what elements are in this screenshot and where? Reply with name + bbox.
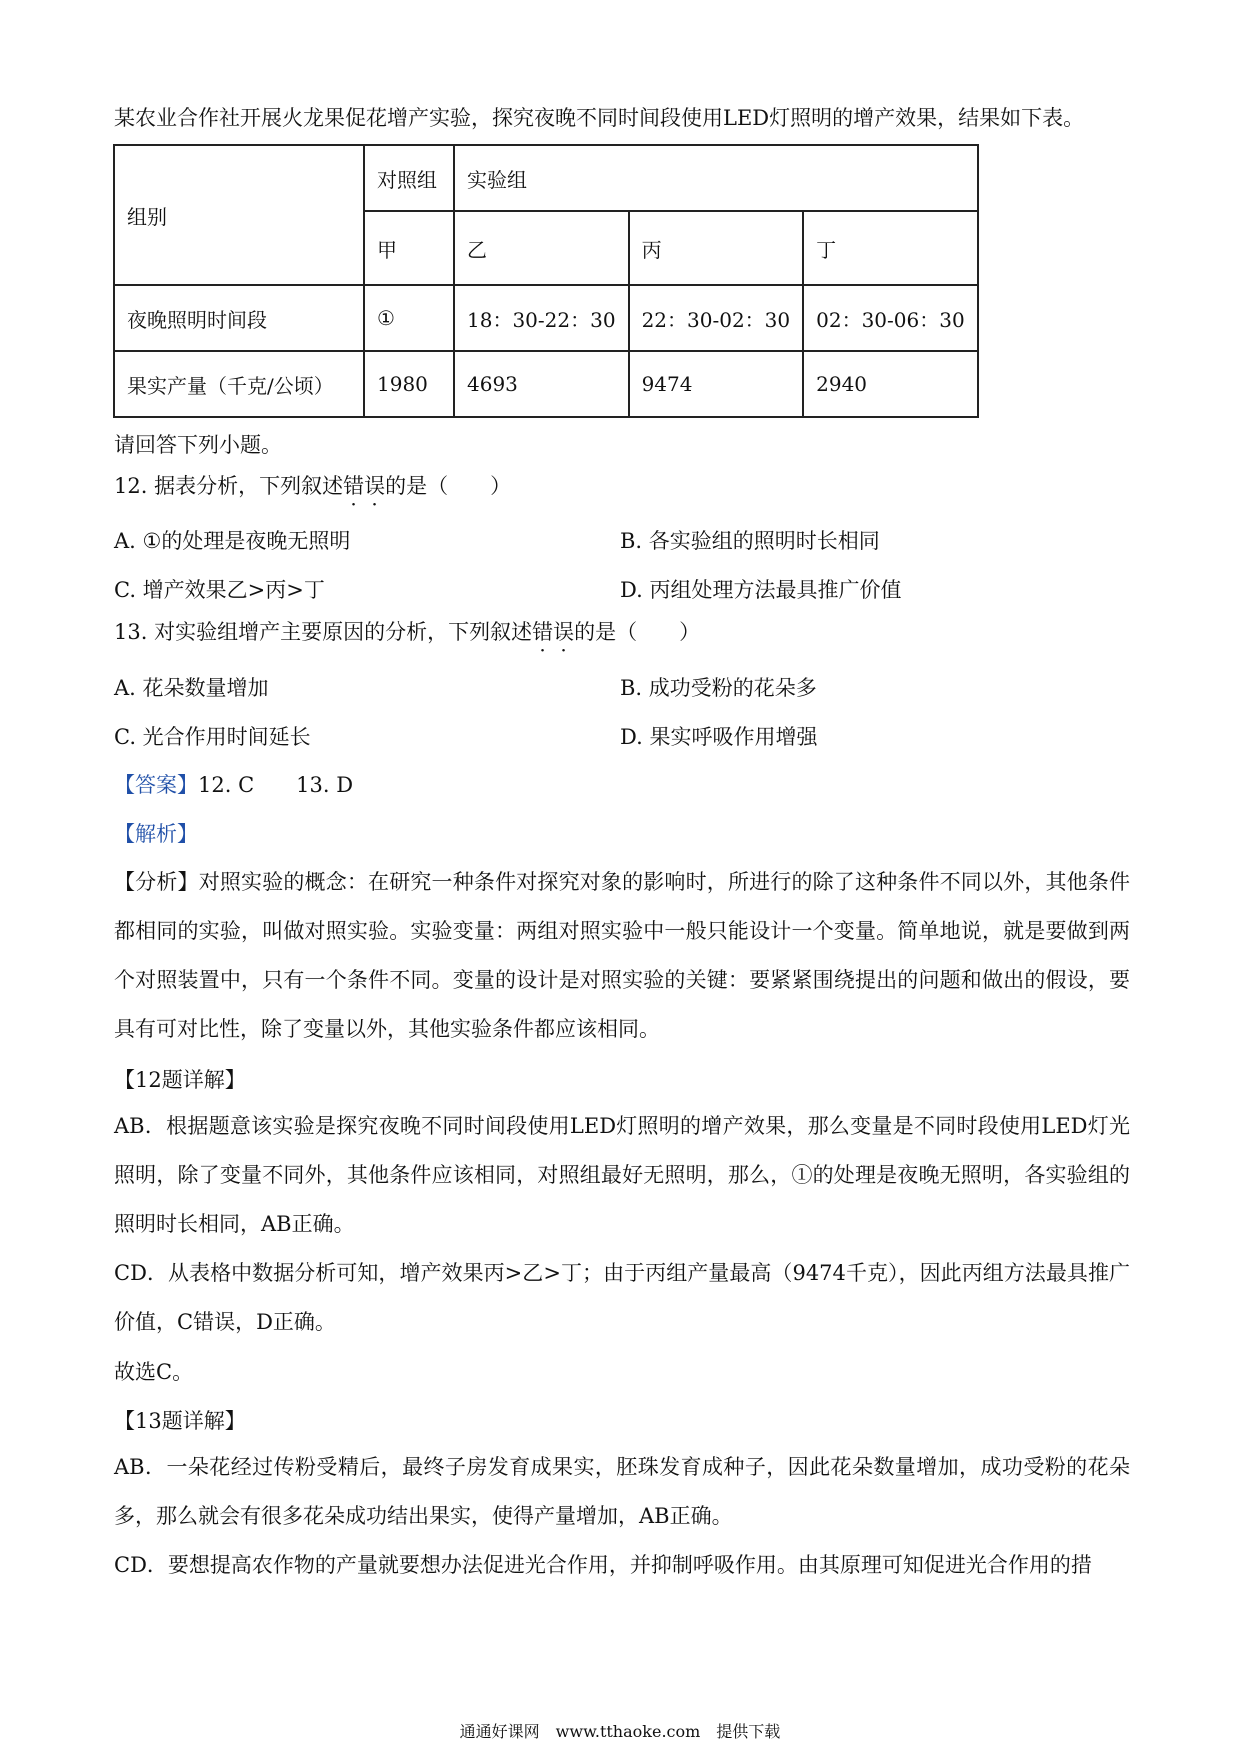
header-experimental: 实验组: [454, 145, 978, 211]
intro-text: 某农业合作社开展火龙果促花增产实验，探究夜晚不同时间段使用LED灯照明的增产效果，结果如下表。: [114, 106, 1085, 130]
group-jia: 甲: [364, 211, 454, 285]
prompt-text: 请回答下列小题。: [114, 433, 282, 457]
q12-option-b: B. 各实验组的照明时长相同: [620, 529, 880, 553]
time-yi: 18：30-22：30: [454, 285, 629, 351]
footer-text: 通通好课网 www.tthaoke.com 提供下载: [459, 1722, 781, 1741]
detail12-p2: CD．从表格中数据分析可知，增产效果丙>乙>丁；由于丙组产量最高（9474千克），因此丙组方法最具推广价值，C错误，D正确。: [114, 1261, 1130, 1334]
analysis-paragraph: [114, 858, 1130, 1054]
yield-ding: 2940: [803, 351, 978, 417]
yield-yi: 4693: [454, 351, 629, 417]
detail12-p1: AB．根据题意该实验是探究夜晚不同时间段使用LED灯照明的增产效果，那么变量是不同时段使用LED灯光照明，除了变量不同外，其他条件应该相同，对照组最好无照明，那么，①的处理是夜晚无照明，各实验组的照明时长相同，AB正确。: [114, 1114, 1130, 1236]
analysis-heading: 【解析】: [114, 822, 198, 846]
analysis-tag: 【分析】: [114, 870, 199, 894]
detail13-p1: AB．一朵花经过传粉受精后，最终子房发育成果实，胚珠发育成种子，因此花朵数量增加，成功受粉的花朵多，那么就会有很多花朵成功结出果实，使得产量增加，AB正确。: [114, 1455, 1130, 1528]
answer-tag: 【答案】: [114, 773, 198, 797]
group-yi: 乙: [454, 211, 629, 285]
q12-option-c: C. 增产效果乙>丙>丁: [114, 578, 325, 602]
group-bing: 丙: [629, 211, 804, 285]
detail12-p3: 故选C。: [114, 1360, 194, 1384]
yield-bing: 9474: [629, 351, 804, 417]
answer-text: 12. C 13. D: [198, 773, 354, 797]
group-ding: 丁: [803, 211, 978, 285]
time-label: 夜晚照明时间段: [114, 285, 364, 351]
results-table: [113, 144, 979, 418]
yield-label: 果实产量（千克/公顷）: [114, 351, 364, 417]
q13-option-b: B. 成功受粉的花朵多: [620, 676, 817, 700]
detail13-p2: CD．要想提高农作物的产量就要想办法促进光合作用，并抑制呼吸作用。由其原理可知促进光合作用的措: [114, 1553, 1092, 1577]
header-control: 对照组: [364, 145, 454, 211]
detail13-heading: 【13题详解】: [114, 1409, 246, 1433]
q13-option-d: D. 果实呼吸作用增强: [620, 725, 818, 749]
time-bing: 22：30-02：30: [629, 285, 804, 351]
q12-option-d: D. 丙组处理方法最具推广价值: [620, 578, 902, 602]
q13-option-c: C. 光合作用时间延长: [114, 725, 311, 749]
yield-jia: 1980: [364, 351, 454, 417]
detail12-heading: 【12题详解】: [114, 1068, 246, 1092]
time-jia: ①: [364, 285, 454, 351]
q13-stem: 13. 对实验组增产主要原因的分析，下列叙述错误的是（ ）: [114, 620, 701, 644]
analysis-text: 对照实验的概念：在研究一种条件对探究对象的影响时，所进行的除了这种条件不同以外，其他条件都相同的实验，叫做对照实验。实验变量：两组对照实验中一般只能设计一个变量。简单地说，就是要做到两个对照装置中，只有一个条件不同。变量的设计是对照实验的关键：要紧紧围绕提出的问题和做出的假设，要具有可对比性，除了变量以外，其他实验条件都应该相同。: [114, 870, 1131, 1041]
q12-stem: 12. 据表分析，下列叙述错误的是（ ）: [114, 474, 512, 498]
q13-option-a: A. 花朵数量增加: [114, 676, 269, 700]
time-ding: 02：30-06：30: [803, 285, 978, 351]
answer-line: [114, 770, 1130, 800]
header-group: 组别: [114, 145, 364, 285]
q12-option-a: A. ①的处理是夜晚无照明: [114, 529, 351, 553]
